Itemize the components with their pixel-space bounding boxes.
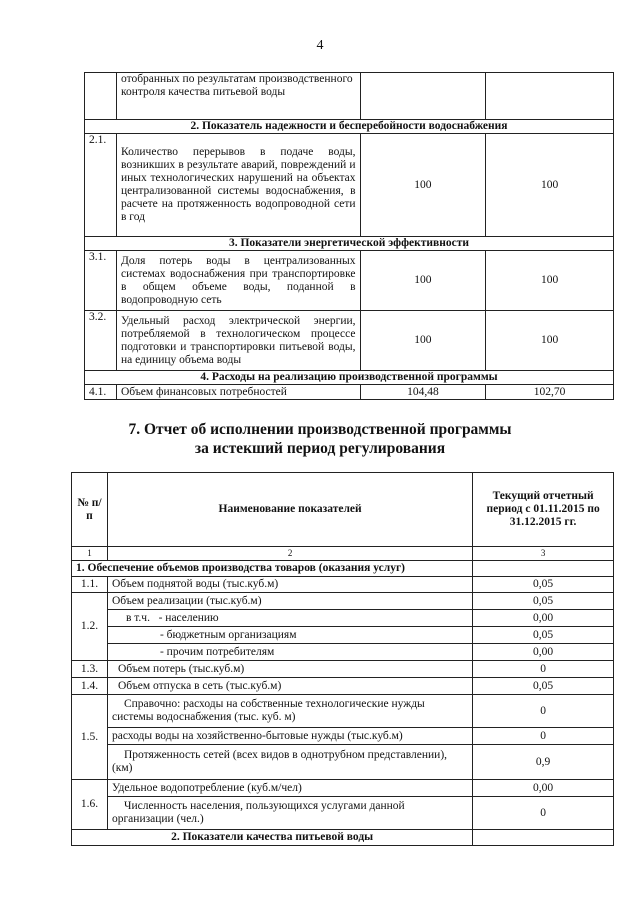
row-number: 1.1. — [72, 577, 108, 593]
report-table — [71, 472, 614, 846]
row-value: 0,05 — [473, 627, 614, 644]
row-subitem — [107, 610, 472, 627]
indicators-table — [84, 72, 614, 400]
row-value: 0 — [473, 797, 614, 830]
row-text: Удельный расход электрической энергии, потребляемой в технологическом процессе подготовки и транспортировки питьевой воды, на единицу объема воды — [116, 311, 360, 371]
cell-empty — [473, 830, 614, 846]
cell-empty — [473, 561, 614, 577]
row-number: 3.2. — [85, 311, 117, 371]
row-text: Удельное водопотребление (куб.м/чел) — [107, 780, 472, 797]
row-value: 0 — [473, 661, 614, 678]
row-value: 0,05 — [473, 593, 614, 610]
value-fact: 102,70 — [486, 385, 614, 400]
subitem-label: - населению — [158, 611, 219, 624]
row-value: 0,05 — [473, 678, 614, 695]
cell-empty — [360, 73, 486, 120]
row-text: Объем поднятой воды (тыс.куб.м) — [107, 577, 472, 593]
row-number: 4.1. — [85, 385, 117, 400]
value-fact: 100 — [486, 251, 614, 311]
row-number: 3.1. — [85, 251, 117, 311]
header-num: № п/п — [72, 473, 108, 547]
title-line-2: за истекший период регулирования — [194, 440, 446, 457]
row-text: отобранных по результатам производственного контроля качества питьевой воды — [116, 73, 360, 120]
value-plan: 100 — [360, 311, 486, 371]
row-value: 0,00 — [473, 780, 614, 797]
row-text: Справочно: расходы на собственные технологические нужды системы водоснабжения (тыс. куб. м) — [107, 695, 472, 728]
section-heading: 2. Показатели качества питьевой воды — [72, 830, 473, 846]
header-name: Наименование показателей — [107, 473, 472, 547]
value-fact: 100 — [486, 134, 614, 237]
section-heading: 3. Показатели энергетической эффективности — [85, 237, 614, 251]
title-line-1: 7. Отчет об исполнении производственной программы — [128, 421, 512, 438]
row-text: Доля потерь воды в централизованных системах водоснабжения при транспортировке в общем объеме воды, поданной в водопроводную сеть — [116, 251, 360, 311]
row-value: 0 — [473, 728, 614, 745]
row-text: Численность населения, пользующихся услугами данной организации (чел.) — [107, 797, 472, 830]
row-number: 1.3. — [72, 661, 108, 678]
value-plan: 100 — [360, 134, 486, 237]
page-number: 4 — [316, 38, 324, 53]
value-plan: 104,48 — [360, 385, 486, 400]
section-7-title — [0, 420, 640, 458]
row-number: 1.4. — [72, 678, 108, 695]
row-number: 2.1. — [85, 134, 117, 237]
value-fact: 100 — [486, 311, 614, 371]
row-value: 0,05 — [473, 577, 614, 593]
row-text: Объем отпуска в сеть (тыс.куб.м) — [107, 678, 472, 695]
row-text: Объем финансовых потребностей — [116, 385, 360, 400]
row-number: 1.5. — [72, 695, 108, 780]
row-value: 0,00 — [473, 610, 614, 627]
row-text: Количество перерывов в подаче воды, возникших в результате аварий, повреждений и иных технологических нарушений на объектах централизованной системы водоснабжения, в расчете на протяженность водопроводной сети в год — [116, 134, 360, 237]
row-value: 0 — [473, 695, 614, 728]
row-number: 1.6. — [72, 780, 108, 830]
row-text: Протяженность сетей (всех видов в однотрубном представлении), (км) — [107, 745, 472, 780]
column-index: 1 — [72, 547, 108, 561]
subitem-prefix: в т.ч. — [125, 611, 150, 624]
section-heading: 2. Показатель надежности и бесперебойности водоснабжения — [85, 120, 614, 134]
row-text: расходы воды на хозяйственно-бытовые нужды (тыс.куб.м) — [107, 728, 472, 745]
column-index: 2 — [107, 547, 472, 561]
row-value: 0,9 — [473, 745, 614, 780]
header-period: Текущий отчетный период с 01.11.2015 по 31.12.2015 гг. — [473, 473, 614, 547]
row-subitem: - бюджетным организациям — [107, 627, 472, 644]
cell-empty — [486, 73, 614, 120]
row-number: 1.2. — [72, 593, 108, 661]
column-index: 3 — [473, 547, 614, 561]
row-text: Объем реализации (тыс.куб.м) — [107, 593, 472, 610]
section-heading: 1. Обеспечение объемов производства товаров (оказания услуг) — [72, 561, 473, 577]
row-text: Объем потерь (тыс.куб.м) — [107, 661, 472, 678]
cell-empty — [85, 73, 117, 120]
value-plan: 100 — [360, 251, 486, 311]
row-value: 0,00 — [473, 644, 614, 661]
section-heading: 4. Расходы на реализацию производственной программы — [85, 371, 614, 385]
row-subitem: - прочим потребителям — [107, 644, 472, 661]
